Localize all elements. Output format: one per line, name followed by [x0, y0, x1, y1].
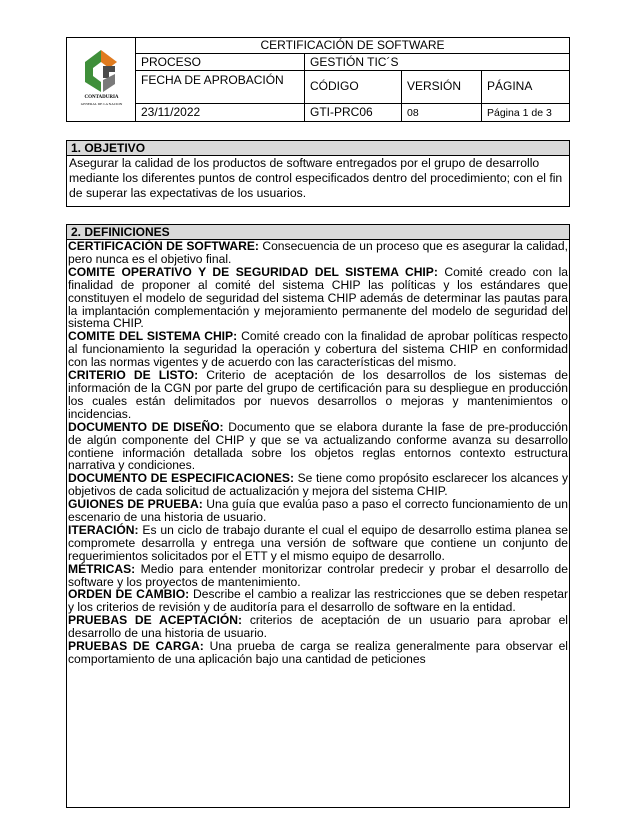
- definition-item: [68, 498, 568, 524]
- fecha-label: FECHA DE APROBACIÓN: [136, 71, 304, 104]
- definition-item: [68, 421, 568, 473]
- definition-text: Describe el cambio a realizar las restricciones que se deben respetar y los criterios de revisión y de auditoría para el desarrollo de software en la entidad.: [68, 587, 568, 615]
- objetivo-section: [66, 140, 570, 207]
- definition-term: ITERACIÓN:: [68, 522, 139, 537]
- definition-term: GUIONES DE PRUEBA:: [68, 497, 203, 512]
- definiciones-section: [66, 224, 570, 808]
- proceso-label: PROCESO: [136, 54, 304, 71]
- version-label: VERSIÓN: [401, 71, 481, 104]
- definition-item: [68, 266, 568, 331]
- definiciones-list: [67, 240, 569, 666]
- definition-term: DOCUMENTO DE ESPECIFICACIONES:: [68, 471, 294, 486]
- definition-text: Una guía que evalúa paso a paso el correcto funcionamiento de un escenario de una historia de usuario.: [68, 497, 569, 525]
- definition-text: Es un ciclo de trabajo durante el cual el equipo de desarrollo estima planea se compromete desarrolla y entrega una versión de software que contiene un conjunto de requerimientos solicitados por el ETT y el mismo equipo de desarrollo.: [68, 522, 568, 563]
- version-value: 08: [401, 104, 481, 121]
- definition-term: CRITERIO DE LISTO:: [68, 368, 199, 383]
- definition-term: DOCUMENTO DE DISEÑO:: [68, 419, 224, 434]
- definiciones-title: 2. DEFINICIONES: [67, 225, 569, 240]
- logo-caption: [69, 95, 134, 107]
- objetivo-title: 1. OBJETIVO: [67, 141, 569, 156]
- definition-text: criterios de aceptación de un usuario para aprobar el desarrollo de una historia de usuario.: [68, 613, 568, 641]
- proceso-value: GESTIÓN TIC´S: [304, 54, 569, 71]
- definition-text: Una prueba de carga se realiza generalmente para observar el comportamiento de una aplicación bajo una cantidad de peticiones: [68, 639, 568, 666]
- codigo-value: GTI-PRC06: [304, 104, 401, 121]
- document-header: [66, 37, 570, 122]
- document-title: CERTIFICACIÓN DE SOFTWARE: [136, 38, 569, 54]
- logo-caption-line2: GENERAL DE LA NACION: [80, 102, 123, 106]
- definition-text: Se tiene como propósito esclarecer los alcances y objetivos de cada solicitud de actualización y mejora del sistema CHIP.: [68, 471, 568, 499]
- contaduria-logo: [67, 38, 136, 121]
- contaduria-logo-icon: [81, 48, 121, 94]
- definition-term: COMITE DEL SISTEMA CHIP:: [68, 329, 238, 344]
- definition-term: PRUEBAS DE ACEPTACIÓN:: [68, 613, 243, 628]
- definition-text: Documento que se elabora durante la fase de pre-producción de algún componente del CHIP y que se va actualizando conforme avanza su desarrollo contiene información detallada sobre los objetos reglas entornos contexto estructura narrativa y condiciones.: [68, 419, 568, 473]
- definition-item: [68, 240, 568, 266]
- definition-text: Criterio de aceptación de los desarrollos de los sistemas de información de la CGN por parte del grupo de certificación para su despliegue en producción los cuales están delimitados por nuevos desarrollos o mejoras y mantenimientos o incidencias.: [68, 368, 568, 421]
- definition-item: [68, 614, 568, 640]
- definition-item: [68, 524, 568, 563]
- definition-item: [68, 472, 568, 498]
- fecha-value: 23/11/2022: [141, 105, 201, 119]
- definition-term: ORDEN DE CAMBIO:: [68, 587, 190, 602]
- definition-item: [68, 330, 568, 369]
- definition-term: MÉTRICAS:: [68, 561, 136, 576]
- pagina-label: PÁGINA: [481, 71, 569, 104]
- objetivo-text: Asegurar la calidad de los productos de software entregados por el grupo de desarrollo mediante los diferentes puntos de control especificados dentro del procedimiento; con el fin de superar las expectativas de los usuarios.: [69, 156, 563, 200]
- definition-term: COMITE OPERATIVO Y DE SEGURIDAD DEL SISTEMA CHIP:: [68, 264, 438, 279]
- definition-text: Comité creado con la finalidad de proponer al comité del sistema CHIP las políticas y los estándares que constituyen el modelo de seguridad del sistema CHIP además de determinar las pautas para la implantación complementación y mejoramiento permanente del modelo de seguridad del sistema CHIP.: [68, 264, 568, 331]
- logo-caption-line1: CONTADURIA: [84, 95, 119, 100]
- definition-item: [68, 588, 568, 614]
- definition-text: Comité creado con la finalidad de aprobar políticas respecto al funcionamiento la seguridad la operación y cobertura del sistema CHIP en conformidad con las normas vigentes y de acuerdo con las características del mismo.: [68, 329, 568, 370]
- definition-term: PRUEBAS DE CARGA:: [68, 639, 204, 654]
- definition-term: CERTIFICACIÓN DE SOFTWARE:: [68, 239, 259, 253]
- definition-text: Medio para entender monitorizar controlar predecir y probar el desarrollo de software y los proyectos de mantenimiento.: [68, 561, 568, 589]
- definition-item: [68, 640, 568, 666]
- definition-item: [68, 369, 568, 421]
- definition-item: [68, 563, 568, 589]
- codigo-label: CÓDIGO: [304, 71, 401, 104]
- definition-text: Consecuencia de un proceso que es asegurar la calidad, pero nunca es el objetivo final.: [68, 239, 568, 266]
- pagina-value: Página 1 de 3: [481, 104, 569, 121]
